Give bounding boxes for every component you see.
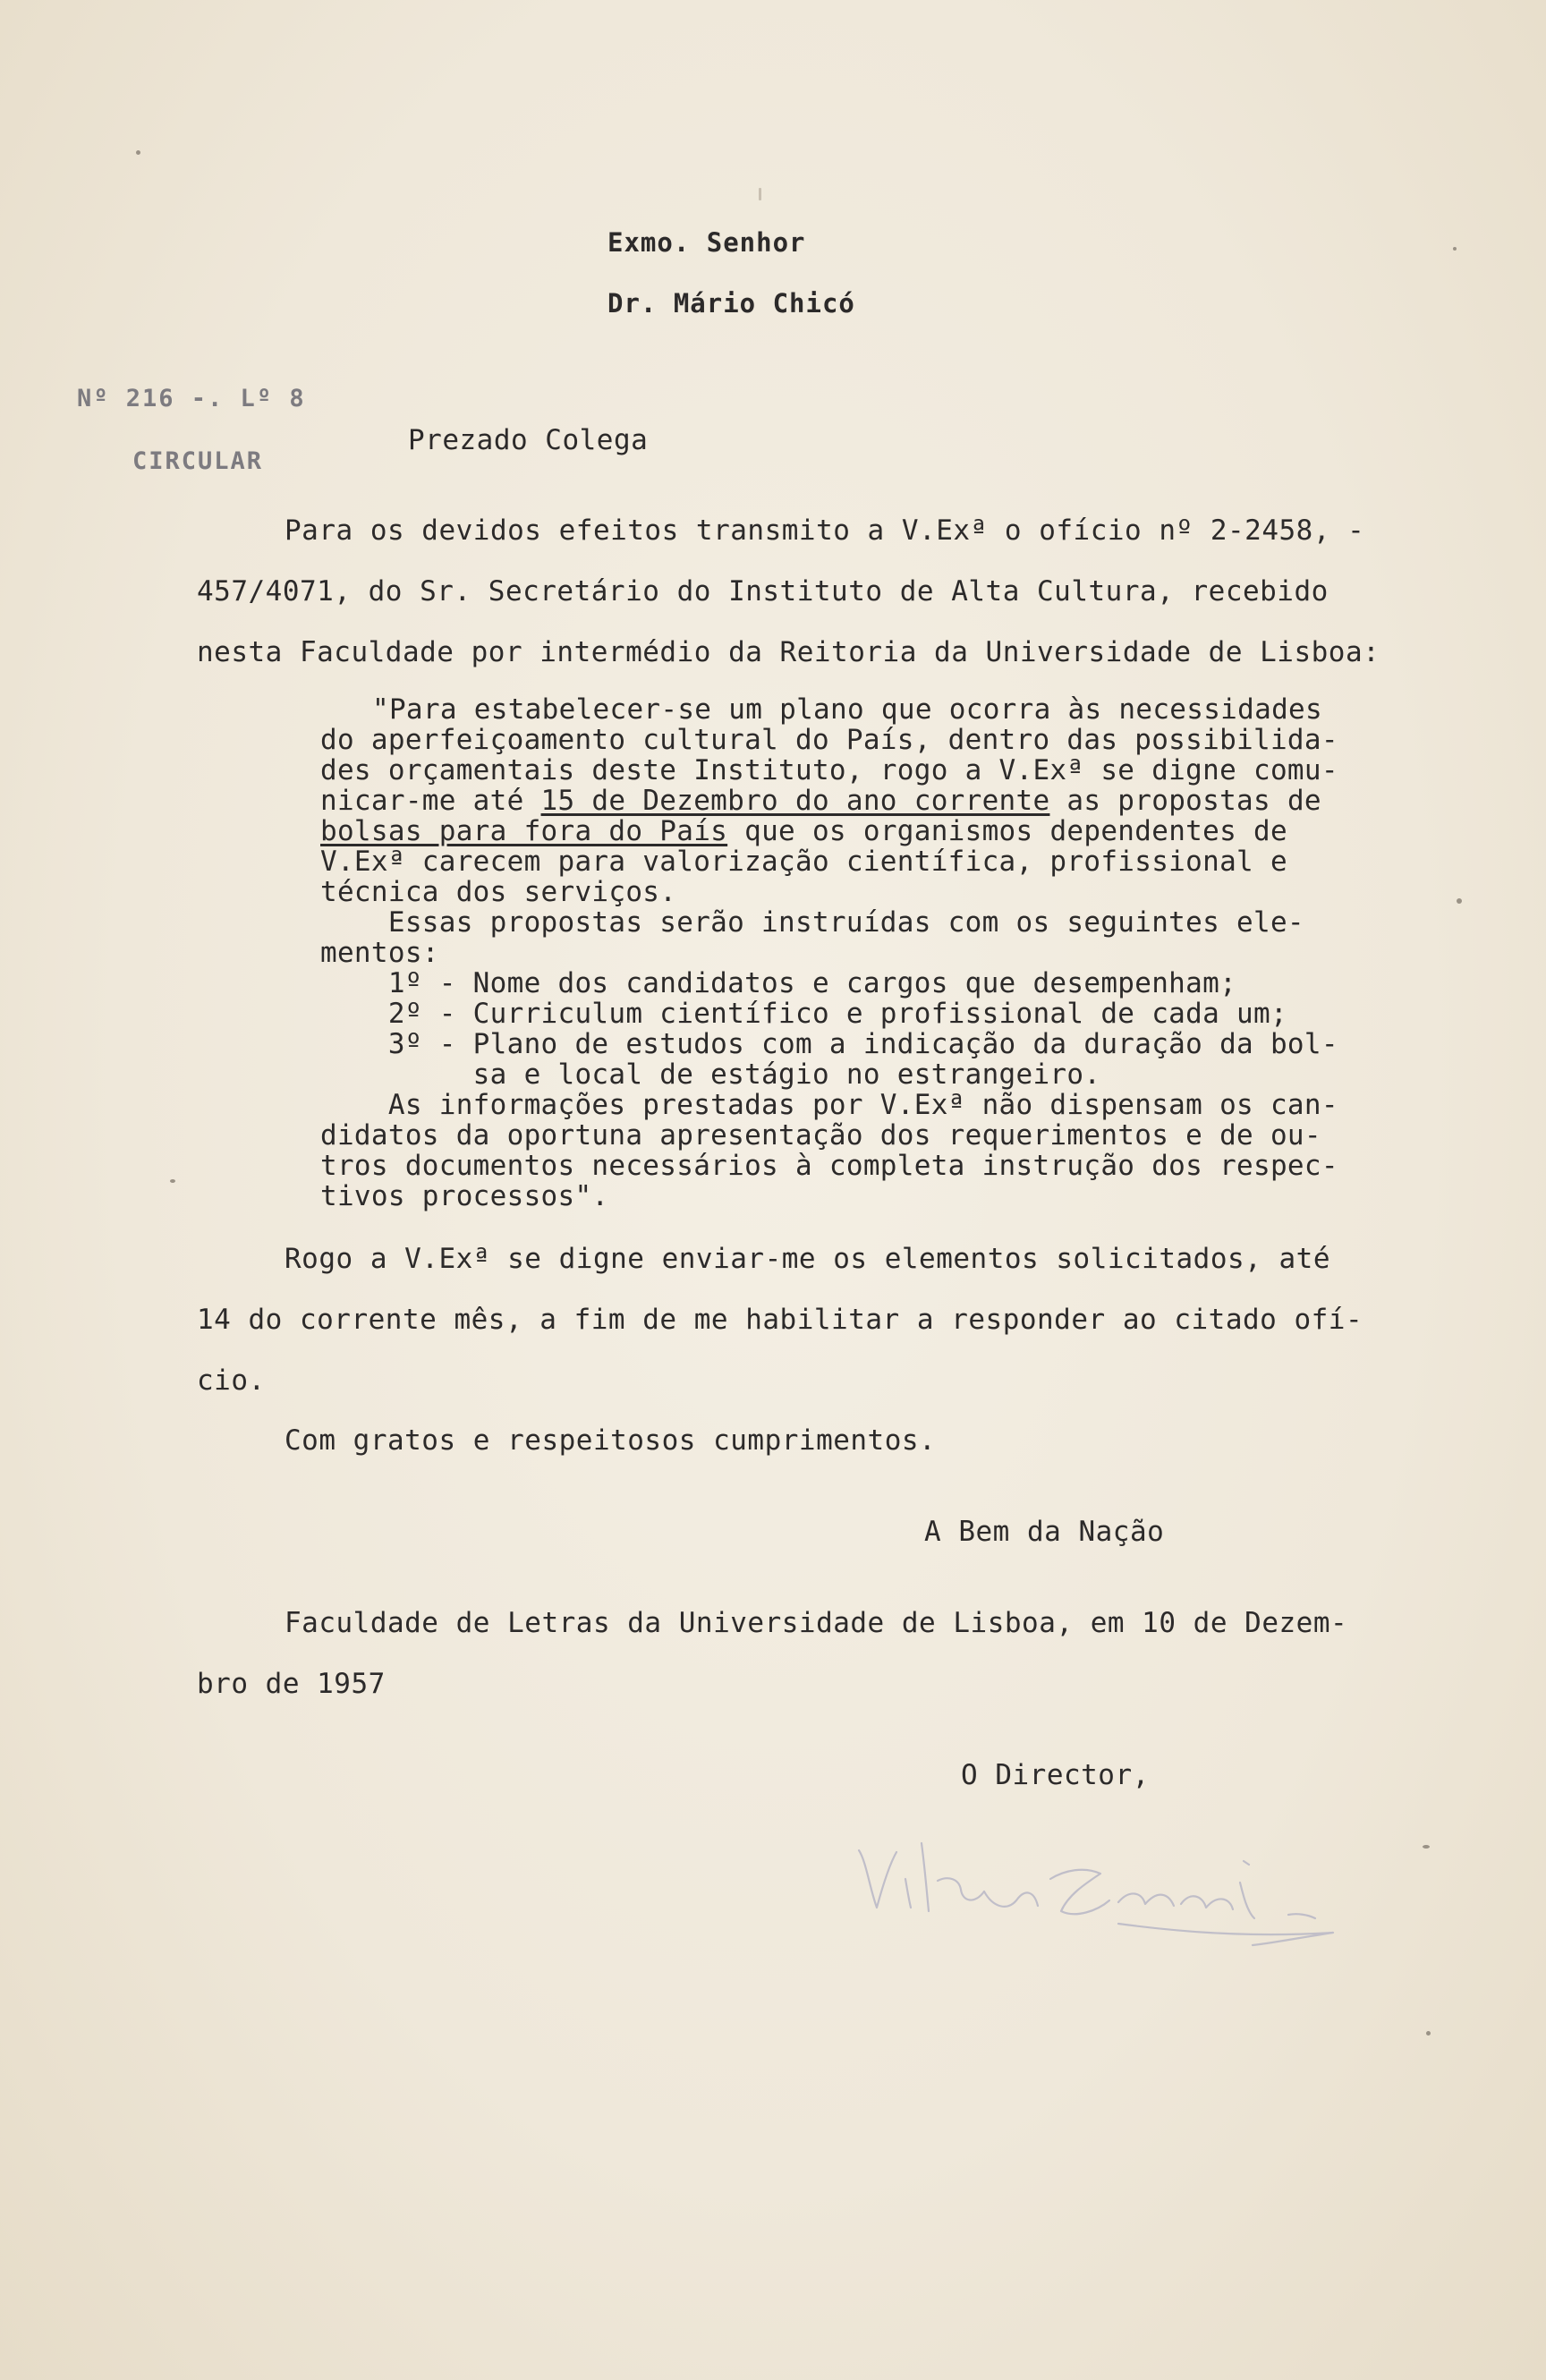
intro-line-1: Para os devidos efeitos transmito a V.Exª o ofício nº 2-2458, - xyxy=(285,514,1365,547)
circular-stamp: CIRCULAR xyxy=(132,447,264,475)
request-line-2: 14 do corrente mês, a fim de me habilitar a responder ao citado ofí- xyxy=(197,1304,1363,1336)
quote-list-item-2: 2º - Curriculum científico e profissional de cada um; xyxy=(320,998,1287,1030)
reference-stamp: Nº 216 -. Lº 8 xyxy=(77,385,306,412)
place-date-line-1: Faculdade de Letras da Universidade de Lisboa, em 10 de Dezem- xyxy=(285,1607,1348,1639)
quote-text: as propostas de xyxy=(1049,785,1321,817)
quote-line xyxy=(320,786,1321,816)
paper-speck xyxy=(170,1179,175,1183)
quote-line: tros documentos necessários à completa instrução dos respec- xyxy=(320,1150,1338,1182)
quote-text: que os organismos dependentes de xyxy=(727,815,1287,847)
motto: A Bem da Nação xyxy=(924,1516,1165,1548)
quote-list-item-1: 1º - Nome dos candidatos e cargos que desempenham; xyxy=(320,967,1237,999)
quote-line: sa e local de estágio no estrangeiro. xyxy=(320,1058,1101,1091)
addressee-name: Dr. Mário Chicó xyxy=(607,288,855,319)
quote-line: mentos: xyxy=(320,937,439,969)
place-date-line-2: bro de 1957 xyxy=(197,1668,386,1700)
quote-line: didatos da oportuna apresentação dos requerimentos e de ou- xyxy=(320,1119,1321,1152)
paper-speck xyxy=(1426,2031,1431,2036)
paper-speck xyxy=(1423,1845,1430,1849)
quote-line: técnica dos serviços. xyxy=(320,876,677,908)
quote-list-item-3: 3º - Plano de estudos com a indicação da duração da bol- xyxy=(320,1028,1338,1060)
addressee-salutation: Exmo. Senhor xyxy=(607,227,806,258)
paper-speck xyxy=(1457,898,1462,904)
quote-line xyxy=(320,816,1287,846)
paper-speck xyxy=(136,150,140,155)
quote-line: As informações prestadas por V.Exª não dispensam os can- xyxy=(320,1089,1338,1121)
quote-line: V.Exª carecem para valorização científica, profissional e xyxy=(320,846,1287,878)
quote-line: tivos processos". xyxy=(320,1180,609,1212)
signature-scribble xyxy=(850,1825,1369,1959)
signatory-title: O Director, xyxy=(961,1759,1150,1791)
request-line-1: Rogo a V.Exª se digne enviar-me os elementos solicitados, até xyxy=(285,1243,1330,1275)
request-line-3: cio. xyxy=(197,1364,266,1397)
quote-line: Essas propostas serão instruídas com os seguintes ele- xyxy=(320,906,1304,939)
intro-line-3: nesta Faculdade por intermédio da Reitoria da Universidade de Lisboa: xyxy=(197,636,1380,668)
underlined-deadline: 15 de Dezembro do ano corrente xyxy=(540,785,1050,817)
closing-greetings: Com gratos e respeitosos cumprimentos. xyxy=(285,1424,937,1457)
quote-line: do aperfeiçoamento cultural do País, dentro das possibilida- xyxy=(320,724,1338,756)
paper-mark xyxy=(759,188,761,200)
underlined-scholarships: bolsas para fora do País xyxy=(320,815,728,847)
quote-text: nicar-me até xyxy=(320,785,541,817)
quote-line: des orçamentais deste Instituto, rogo a V.Exª se digne comu- xyxy=(320,754,1338,786)
quote-line: "Para estabelecer-se um plano que ocorra às necessidades xyxy=(372,693,1322,726)
intro-line-2: 457/4071, do Sr. Secretário do Instituto de Alta Cultura, recebido xyxy=(197,575,1329,608)
greeting: Prezado Colega xyxy=(408,424,649,456)
paper-speck xyxy=(1453,247,1457,251)
